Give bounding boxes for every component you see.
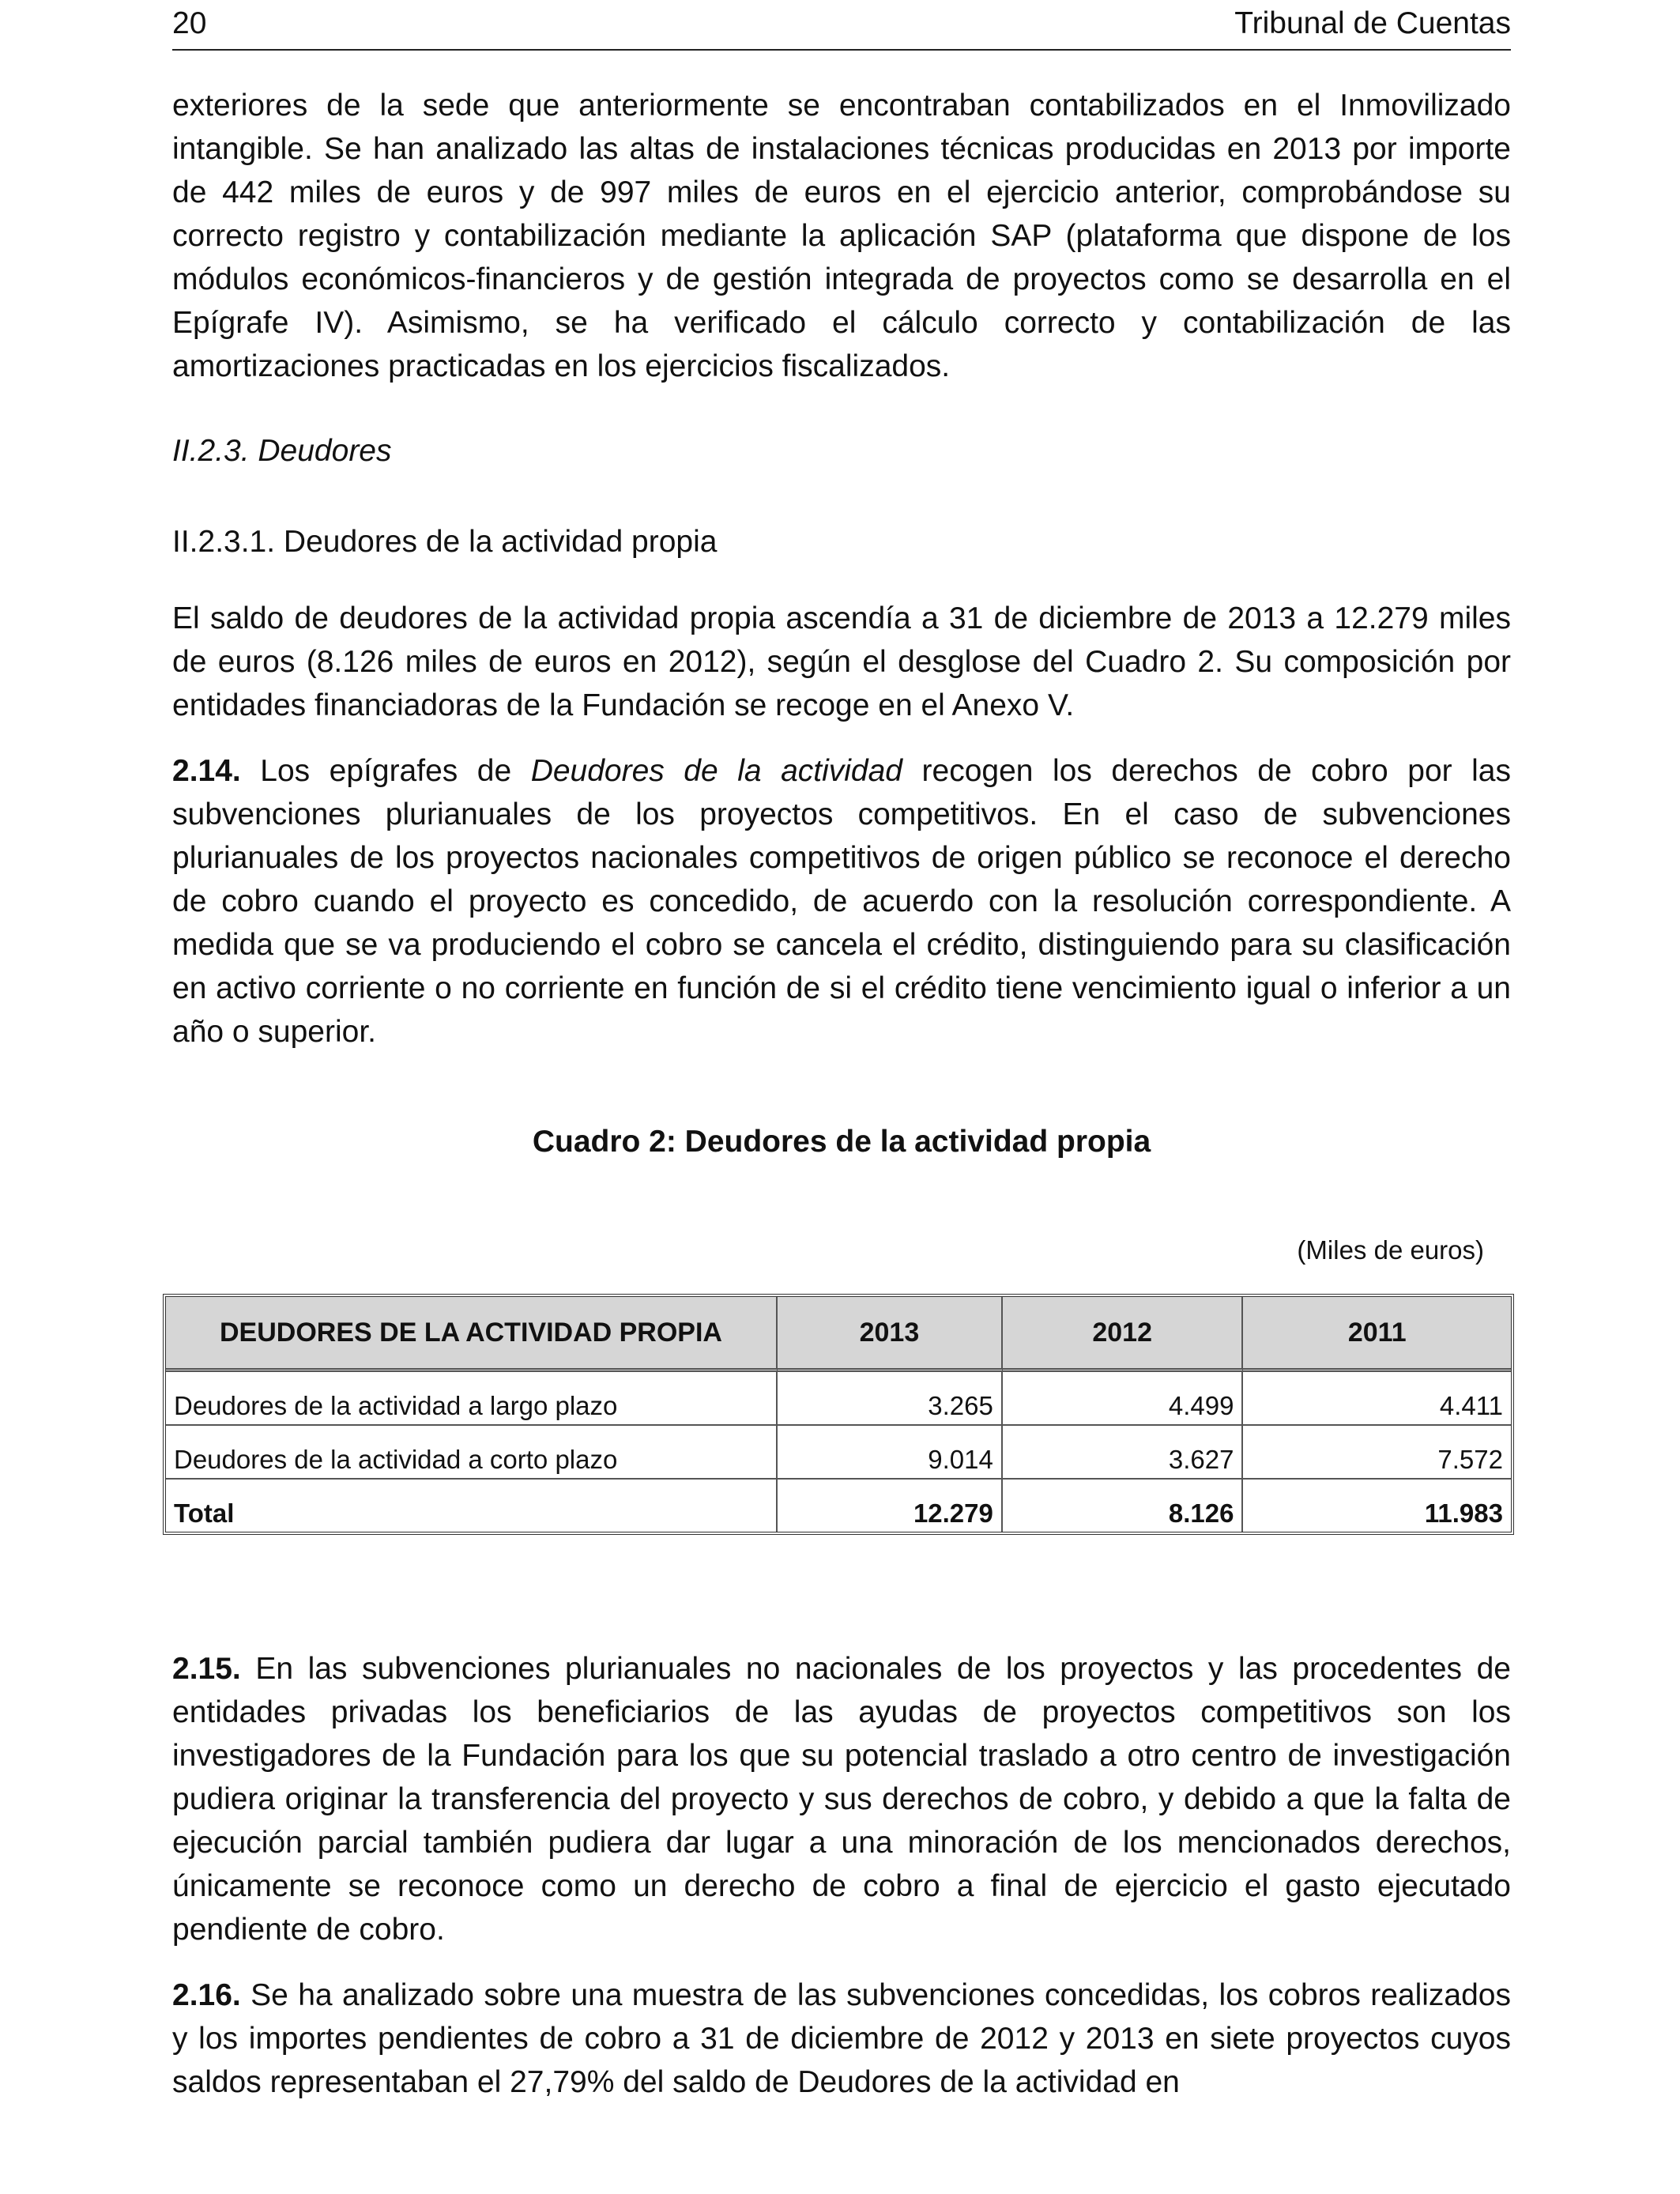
deudores-table: [163, 1294, 1514, 1535]
section-heading: II.2.3. Deudores: [172, 434, 392, 468]
page-number: 20: [172, 6, 207, 40]
paragraph-2-14: [172, 749, 1511, 1054]
table-cell: 8.126: [1003, 1480, 1244, 1532]
table-cell: Deudores de la actividad a largo plazo: [166, 1372, 778, 1426]
table-caption: Cuadro 2: Deudores de la actividad propia: [532, 1125, 1151, 1159]
paragraph-2-15: [172, 1647, 1511, 1951]
table-cell: 3.265: [778, 1372, 1003, 1426]
table-cell: Total: [166, 1480, 778, 1532]
paragraph-number: 2.15.: [172, 1652, 241, 1686]
table-total-row: [166, 1480, 1511, 1532]
paragraph-text: Se ha analizado sobre una muestra de las subvenciones concedidas, los cobros realizados y los importes pendientes de cobro a 31 de diciembre de 2012 y 2013 en siete proyectos cuyos saldos representaban el 27,79% del saldo de Deudores de la actividad en: [172, 1978, 1511, 2099]
table-cell: 12.279: [778, 1480, 1003, 1532]
table-header-cell: 2012: [1003, 1297, 1244, 1372]
paragraph-text: Los epígrafes de: [240, 754, 531, 788]
subsection-heading: II.2.3.1. Deudores de la actividad propia: [172, 525, 718, 559]
table-cell: 11.983: [1424, 1498, 1503, 1528]
table-cell: 7.572: [1243, 1426, 1511, 1480]
table-cell: Deudores de la actividad a corto plazo: [166, 1426, 778, 1480]
table-header-row: [166, 1297, 1511, 1372]
table-cell: 4.499: [1003, 1372, 1244, 1426]
table-row: [166, 1372, 1511, 1426]
page-header: [172, 6, 1511, 51]
paragraph-number: 2.14.: [172, 754, 241, 788]
running-title: Tribunal de Cuentas: [1234, 6, 1511, 40]
paragraph-italic-term: Deudores de la actividad: [530, 754, 902, 788]
document-page: [172, 0, 1511, 2104]
paragraph-text: En las subvenciones plurianuales no nacionales de los proyectos y las procedentes de entidades privadas los beneficiarios de las ayudas de proyectos competitivos son los investigadores de la Fundación para los que su potencial traslado a otro centro de investigación pudiera originar la transferencia del proyecto y sus derechos de cobro, y debido a que la falta de ejecución parcial también pudiera dar lugar a una minoración de los mencionados derechos, únicamente se reconoce como un derecho de cobro a final de ejercicio el gasto ejecutado pendiente de cobro.: [172, 1652, 1511, 1947]
table-header-cell: 2011: [1243, 1297, 1511, 1372]
paragraph-2-16: [172, 1973, 1511, 2104]
paragraph-number: 2.16.: [172, 1978, 241, 2012]
paragraph-text: recogen los derechos de cobro por las subvenciones plurianuales de los proyectos competitivos. En el caso de subvenciones plurianuales de los proyectos nacionales competitivos de origen público se reconoce el derecho de cobro cuando el proyecto es concedido, de acuerdo con la resolución correspondiente. A medida que se va produciendo el cobro se cancela el crédito, distinguiendo para su clasificación en activo corriente o no corriente en función de si el crédito tiene vencimiento igual o inferior a un año o superior.: [172, 754, 1511, 1049]
paragraph-intro: exteriores de la sede que anteriormente se encontraban contabilizados en el Inmovilizado intangible. Se han analizado las altas de instalaciones técnicas producidas en 2013 por importe de 442 miles de euros y de 997 miles de euros en el ejercicio anterior, comprobándose su correcto registro y contabilización mediante la aplicación SAP (plataforma que dispone de los módulos económicos-financieros y de gestión integrada de proyectos como se desarrolla en el Epígrafe IV). Asimismo, se ha verificado el cálculo correcto y contabilización de las amortizaciones practicadas en los ejercicios fiscalizados.: [172, 89, 1511, 383]
table-header-cell: DEUDORES DE LA ACTIVIDAD PROPIA: [166, 1297, 778, 1372]
table-cell: 3.627: [1003, 1426, 1244, 1480]
table-row: [166, 1426, 1511, 1480]
table-units: (Miles de euros): [1297, 1235, 1484, 1265]
table-cell: 4.411: [1243, 1372, 1511, 1426]
paragraph-saldo: El saldo de deudores de la actividad propia ascendía a 31 de diciembre de 2013 a 12.279 miles de euros (8.126 miles de euros en 2012), según el desglose del Cuadro 2. Su composición por entidades financiadoras de la Fundación se recoge en el Anexo V.: [172, 601, 1511, 722]
table-header-cell: 2013: [778, 1297, 1003, 1372]
table-cell: 9.014: [778, 1426, 1003, 1480]
